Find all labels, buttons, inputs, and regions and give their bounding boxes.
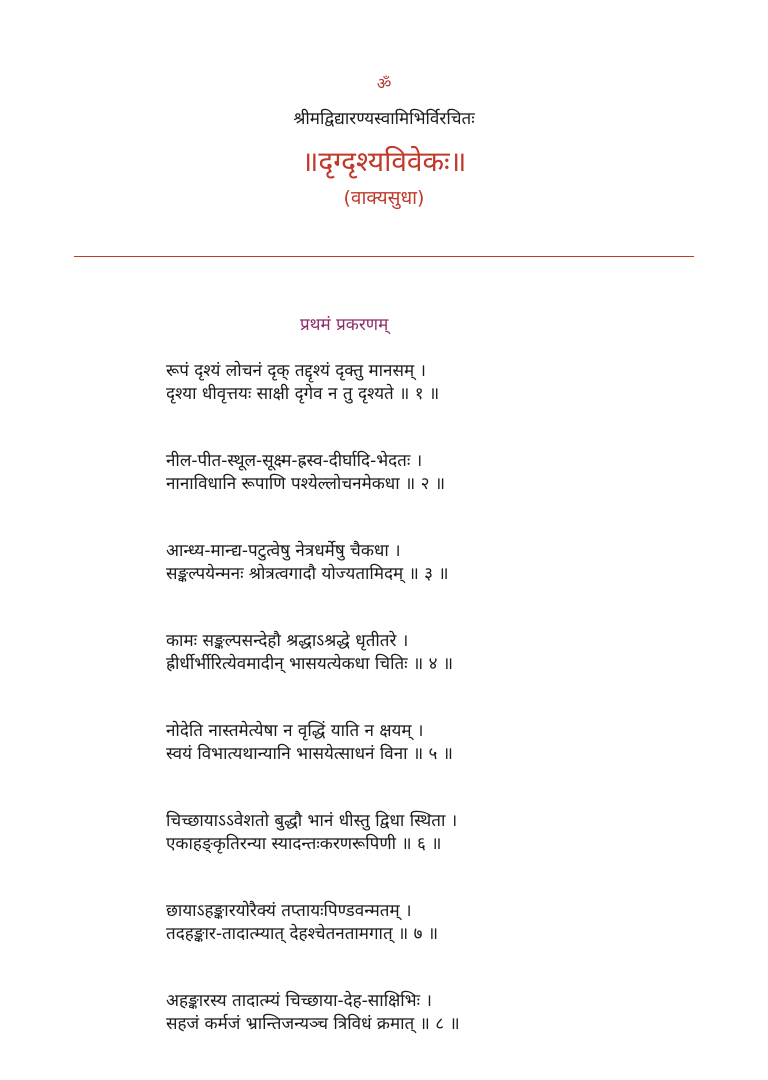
chapter-heading: प्रथमं प्रकरणम् [300,315,389,335]
verse-line: कामः सङ्कल्पसन्देहौ श्रद्धाऽश्रद्धे धृतीतरे । [166,631,409,651]
verse-line: छायाऽहङ्कारयोरैक्यं तप्तायःपिण्डवन्मतम् । [166,901,412,921]
document-title: ॥दृग्दृश्यविवेकः॥ [301,145,467,178]
verse-list [166,360,726,1080]
verse-7 [166,900,726,990]
verse-line: नील-पीत-स्थूल-सूक्ष्म-ह्रस्व-दीर्घादि-भेदतः । [166,451,423,471]
verse-line: नोदेति नास्तमेत्येषा न वृद्धिं याति न क्षयम् । [166,721,424,741]
author-line: श्रीमद्विद्यारण्यस्वामिभिर्विरचितः [293,109,475,129]
verse-line: अहङ्कारस्य तादात्म्यं चिच्छाया-देह-साक्षिभिः । [166,991,432,1011]
verse-3 [166,540,726,630]
om-symbol: ॐ [376,74,392,93]
header-divider [74,256,694,257]
verse-line: सहजं कर्मजं भ्रान्तिजन्यञ्च त्रिविधं क्रमात् ॥ ८ ॥ [166,1014,460,1034]
verse-1 [166,360,726,450]
verse-4 [166,630,726,720]
verse-line: एकाहङ्कृतिरन्या स्यादन्तःकरणरूपिणी ॥ ६ ॥ [166,834,442,854]
verse-line: दृश्या धीवृत्तयः साक्षी दृगेव न तु दृश्यते ॥ १ ॥ [166,384,440,404]
verse-2 [166,450,726,540]
verse-6 [166,810,726,900]
verse-line: चिच्छायाऽऽवेशतो बुद्धौ भानं धीस्तु द्विधा स्थिता । [166,811,458,831]
verse-8 [166,990,726,1080]
verse-line: नानाविधानि रूपाणि पश्येल्लोचनमेकधा ॥ २ ॥ [166,474,446,494]
verse-5 [166,720,726,810]
verse-line: आन्ध्य-मान्द्य-पटुत्वेषु नेत्रधर्मेषु चैकधा । [166,541,401,561]
document-subtitle: (वाक्यसुधा) [343,187,425,209]
verse-line: ह्रीर्धीर्भीरित्येवमादीन् भासयत्येकधा चितिः ॥ ४ ॥ [166,654,454,674]
verse-line: स्वयं विभात्यथान्यानि भासयेत्साधनं विना ॥ ५ ॥ [166,744,453,764]
verse-line: सङ्कल्पयेन्मनः श्रोत्रत्वगादौ योज्यतामिदम् ॥ ३ ॥ [166,564,449,584]
verse-line: रूपं दृश्यं लोचनं दृक् तद्दृश्यं दृक्तु मानसम् । [166,361,426,381]
verse-line: तदहङ्कार-तादात्म्यात् देहश्चेतनतामगात् ॥ ७ ॥ [166,924,439,944]
